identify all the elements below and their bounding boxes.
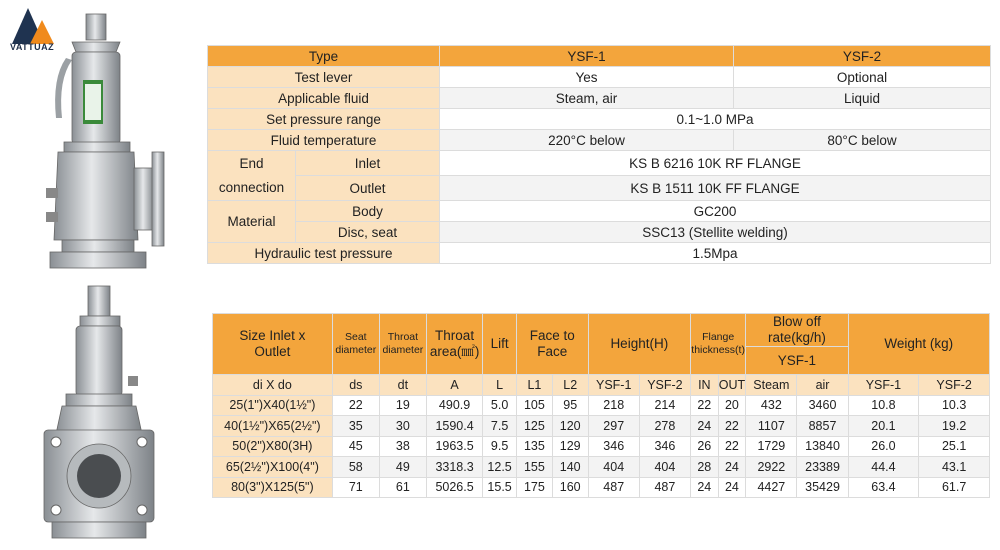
table-cell: 346 bbox=[639, 436, 690, 457]
table-cell: 2922 bbox=[746, 457, 797, 478]
table-row bbox=[213, 457, 990, 478]
table-cell: 35429 bbox=[797, 477, 848, 498]
table-cell: 404 bbox=[639, 457, 690, 478]
lift-header: Lift bbox=[483, 314, 517, 375]
table-cell: 1963.5 bbox=[426, 436, 482, 457]
table-cell: 3460 bbox=[797, 395, 848, 416]
subheader-cell: YSF-2 bbox=[919, 375, 990, 396]
table-cell: 5.0 bbox=[483, 395, 517, 416]
size-header: Size Inlet x Outlet bbox=[213, 314, 333, 375]
subheader-cell: OUT bbox=[718, 375, 746, 396]
table-cell: 214 bbox=[639, 395, 690, 416]
outlet-value: KS B 1511 10K FF FLANGE bbox=[440, 176, 991, 201]
inlet-label: Inlet bbox=[296, 151, 440, 176]
safety-valve-front-view-icon bbox=[36, 284, 176, 546]
table-cell: 63.4 bbox=[848, 477, 919, 498]
table-cell: 71 bbox=[332, 477, 379, 498]
face-to-face-header: Face to Face bbox=[516, 314, 588, 375]
dimensions-body bbox=[213, 395, 990, 498]
end-connection-label bbox=[208, 151, 296, 201]
table-cell: 19 bbox=[379, 395, 426, 416]
table-cell: 95 bbox=[552, 395, 588, 416]
fluid-temperature-label: Fluid temperature bbox=[208, 130, 440, 151]
throat-area-header: Throat area(㎟) bbox=[426, 314, 482, 375]
table-cell: 346 bbox=[588, 436, 639, 457]
table-cell: 61.7 bbox=[919, 477, 990, 498]
table-cell: 23389 bbox=[797, 457, 848, 478]
table-cell: 10.8 bbox=[848, 395, 919, 416]
table-cell: 129 bbox=[552, 436, 588, 457]
applicable-fluid-ysf1: Steam, air bbox=[440, 88, 734, 109]
table-cell: 30 bbox=[379, 416, 426, 437]
table-cell: 26.0 bbox=[848, 436, 919, 457]
subheader-cell: di X do bbox=[213, 375, 333, 396]
table-cell: 24 bbox=[691, 416, 719, 437]
applicable-fluid-ysf2: Liquid bbox=[734, 88, 991, 109]
size-cell: 80(3")X125(5") bbox=[213, 477, 333, 498]
table-cell: 22 bbox=[691, 395, 719, 416]
table-cell: 140 bbox=[552, 457, 588, 478]
table-cell: 15.5 bbox=[483, 477, 517, 498]
test-lever-ysf2: Optional bbox=[734, 67, 991, 88]
table-cell: 7.5 bbox=[483, 416, 517, 437]
throat-diameter-header: Throat diameter bbox=[379, 314, 426, 375]
table-cell: 120 bbox=[552, 416, 588, 437]
end-connection-line1: End bbox=[239, 155, 264, 171]
table-cell: 404 bbox=[588, 457, 639, 478]
table-cell: 22 bbox=[332, 395, 379, 416]
table-cell: 297 bbox=[588, 416, 639, 437]
table-cell: 278 bbox=[639, 416, 690, 437]
table-cell: 24 bbox=[718, 477, 746, 498]
table-cell: 49 bbox=[379, 457, 426, 478]
table-cell: 61 bbox=[379, 477, 426, 498]
outlet-label: Outlet bbox=[296, 176, 440, 201]
subheader-cell: YSF-2 bbox=[639, 375, 690, 396]
test-lever-ysf1: Yes bbox=[440, 67, 734, 88]
table-row bbox=[213, 436, 990, 457]
table-cell: 1107 bbox=[746, 416, 797, 437]
size-cell: 50(2")X80(3H) bbox=[213, 436, 333, 457]
table-cell: 35 bbox=[332, 416, 379, 437]
table-cell: 58 bbox=[332, 457, 379, 478]
table-cell: 490.9 bbox=[426, 395, 482, 416]
seat-diameter-header: Seat diameter bbox=[332, 314, 379, 375]
table-cell: 135 bbox=[516, 436, 552, 457]
table-cell: 218 bbox=[588, 395, 639, 416]
table-cell: 160 bbox=[552, 477, 588, 498]
body-label: Body bbox=[296, 201, 440, 222]
table-row bbox=[213, 416, 990, 437]
table-cell: 1590.4 bbox=[426, 416, 482, 437]
subheader-cell: L1 bbox=[516, 375, 552, 396]
table-cell: 487 bbox=[639, 477, 690, 498]
table-row bbox=[213, 477, 990, 498]
blow-off-ysf1-header: YSF-1 bbox=[746, 347, 848, 375]
specification-table bbox=[207, 45, 991, 264]
material-label: Material bbox=[208, 201, 296, 243]
table-cell: 45 bbox=[332, 436, 379, 457]
table-cell: 20.1 bbox=[848, 416, 919, 437]
set-pressure-value: 0.1~1.0 MPa bbox=[440, 109, 991, 130]
table-cell: 4427 bbox=[746, 477, 797, 498]
table-cell: 38 bbox=[379, 436, 426, 457]
table-cell: 10.3 bbox=[919, 395, 990, 416]
weight-header: Weight (kg) bbox=[848, 314, 989, 375]
table-cell: 22 bbox=[718, 416, 746, 437]
ysf1-header: YSF-1 bbox=[440, 46, 734, 67]
table-cell: 5026.5 bbox=[426, 477, 482, 498]
table-cell: 155 bbox=[516, 457, 552, 478]
table-cell: 8857 bbox=[797, 416, 848, 437]
table-cell: 22 bbox=[718, 436, 746, 457]
table-cell: 26 bbox=[691, 436, 719, 457]
table-cell: 24 bbox=[718, 457, 746, 478]
dimensions-table bbox=[212, 313, 990, 498]
height-header: Height(H) bbox=[588, 314, 690, 375]
table-cell: 20 bbox=[718, 395, 746, 416]
table-cell: 44.4 bbox=[848, 457, 919, 478]
set-pressure-label: Set pressure range bbox=[208, 109, 440, 130]
table-cell: 25.1 bbox=[919, 436, 990, 457]
size-cell: 65(2½")X100(4") bbox=[213, 457, 333, 478]
subheader-cell: ds bbox=[332, 375, 379, 396]
subheader-cell: L bbox=[483, 375, 517, 396]
inlet-value: KS B 6216 10K RF FLANGE bbox=[440, 151, 991, 176]
subheader-cell: L2 bbox=[552, 375, 588, 396]
subheader-cell: Steam bbox=[746, 375, 797, 396]
hydraulic-test-value: 1.5Mpa bbox=[440, 243, 991, 264]
blow-off-rate-header: Blow off rate(kg/h) bbox=[746, 314, 848, 347]
table-cell: 12.5 bbox=[483, 457, 517, 478]
table-cell: 175 bbox=[516, 477, 552, 498]
flange-thickness-header: Flange thickness(t) bbox=[691, 314, 746, 375]
applicable-fluid-label: Applicable fluid bbox=[208, 88, 440, 109]
table-cell: 43.1 bbox=[919, 457, 990, 478]
safety-valve-side-view-icon bbox=[36, 8, 176, 276]
test-lever-label: Test lever bbox=[208, 67, 440, 88]
ysf2-header: YSF-2 bbox=[734, 46, 991, 67]
subheader-cell: YSF-1 bbox=[848, 375, 919, 396]
size-cell: 25(1")X40(1½") bbox=[213, 395, 333, 416]
body-value: GC200 bbox=[440, 201, 991, 222]
logo-text: VATTUAZ bbox=[10, 42, 55, 52]
fluid-temperature-ysf2: 80°C below bbox=[734, 130, 991, 151]
subheader-cell: air bbox=[797, 375, 848, 396]
table-cell: 487 bbox=[588, 477, 639, 498]
table-cell: 105 bbox=[516, 395, 552, 416]
table-cell: 19.2 bbox=[919, 416, 990, 437]
table-cell: 432 bbox=[746, 395, 797, 416]
disc-seat-label: Disc, seat bbox=[296, 222, 440, 243]
table-cell: 9.5 bbox=[483, 436, 517, 457]
table-cell: 28 bbox=[691, 457, 719, 478]
table-cell: 3318.3 bbox=[426, 457, 482, 478]
disc-seat-value: SSC13 (Stellite welding) bbox=[440, 222, 991, 243]
table-cell: 125 bbox=[516, 416, 552, 437]
fluid-temperature-ysf1: 220°C below bbox=[440, 130, 734, 151]
table-cell: 13840 bbox=[797, 436, 848, 457]
size-cell: 40(1½")X65(2½") bbox=[213, 416, 333, 437]
subheader-cell: dt bbox=[379, 375, 426, 396]
subheader-cell: IN bbox=[691, 375, 719, 396]
subheader-cell: YSF-1 bbox=[588, 375, 639, 396]
table-cell: 1729 bbox=[746, 436, 797, 457]
subheader-cell: A bbox=[426, 375, 482, 396]
type-header: Type bbox=[208, 46, 440, 67]
end-connection-line2: connection bbox=[218, 179, 285, 195]
table-row bbox=[213, 395, 990, 416]
hydraulic-test-label: Hydraulic test pressure bbox=[208, 243, 440, 264]
table-cell: 24 bbox=[691, 477, 719, 498]
